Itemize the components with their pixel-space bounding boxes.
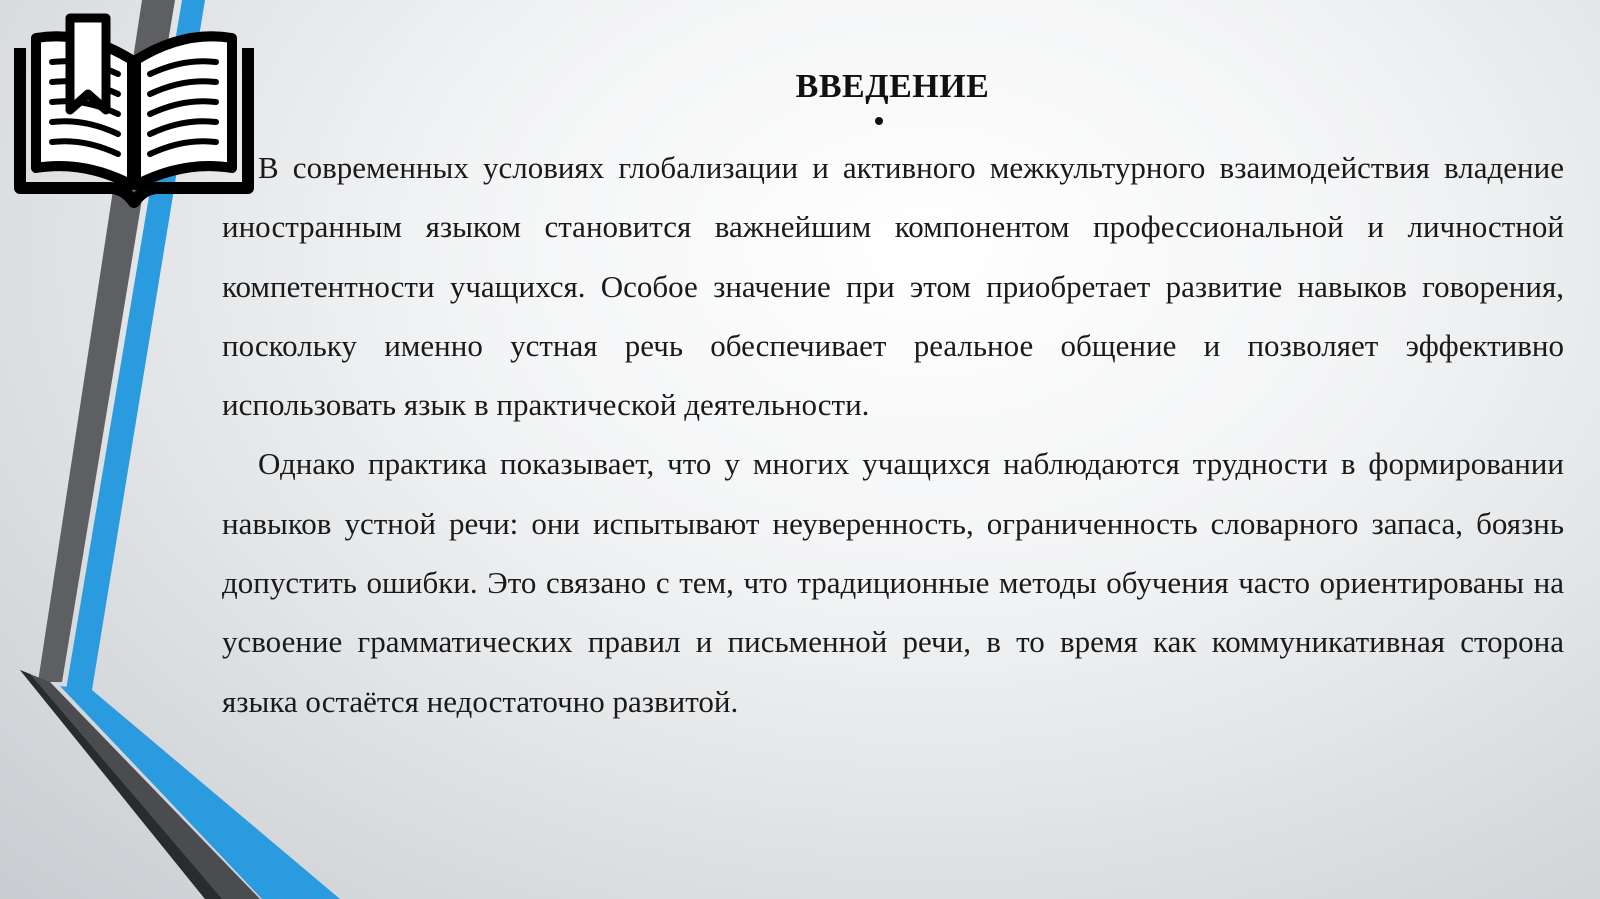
- slide-title: ВВЕДЕНИЕ: [795, 68, 990, 105]
- title-bullet-dot: [875, 117, 883, 125]
- paragraph-2: Однако практика показывает, что у многих учащихся наблюдаются трудности в формировании навыков устной речи: они испытывают неуверенность, ограниченность словарного запаса, боязнь допустить ошибки. Это связано с тем, что традиционные методы обучения часто ориентированы на усвоение грамматических правил и письменной речи, в то время как коммуникативная сторона языка остаётся недостаточно развитой.: [222, 446, 1564, 719]
- open-book-icon: [14, 10, 254, 210]
- paragraph-1: В современных условиях глобализации и активного межкультурного взаимодействия владение иностранным языком становится важнейшим компонентом профессиональной и личностной компетентности учащихся. Особое значение при этом приобретает развитие навыков говорения, поскольку именно устная речь обеспечивает реальное общение и позволяет эффективно использовать язык в практической деятельности.: [222, 150, 1564, 423]
- slide-body: [222, 138, 1564, 731]
